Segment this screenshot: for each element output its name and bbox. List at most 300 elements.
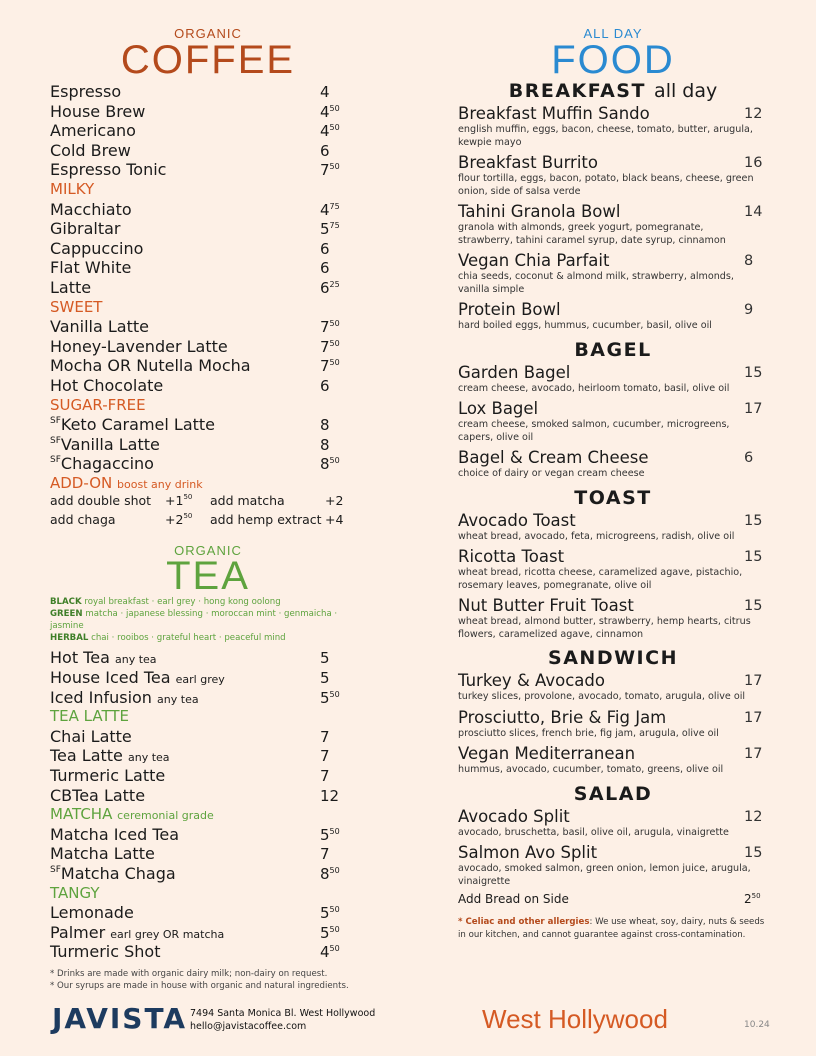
tea-names: royal breakfast · earl grey · hong kong oolong bbox=[84, 597, 281, 608]
menu-item bbox=[50, 923, 350, 943]
price-main: 12 bbox=[320, 786, 340, 805]
food-section-header bbox=[458, 485, 768, 511]
price-main: 7 bbox=[320, 727, 330, 746]
food-item bbox=[458, 843, 768, 888]
food-item-title bbox=[458, 202, 768, 222]
item-price bbox=[320, 220, 350, 238]
item-name bbox=[50, 239, 320, 258]
food-description: chia seeds, coconut & almond milk, strawberry, almonds, vanilla simple bbox=[458, 271, 734, 295]
food-item bbox=[458, 104, 768, 149]
item-price bbox=[320, 787, 350, 805]
food-name: Prosciutto, Brie & Fig Jam bbox=[458, 707, 667, 727]
item-price bbox=[320, 416, 350, 434]
menu-item bbox=[50, 121, 350, 141]
addon-price bbox=[165, 512, 210, 527]
item-price bbox=[320, 201, 350, 219]
price-main: 7 bbox=[320, 161, 330, 180]
food-item-title bbox=[458, 448, 768, 468]
category-note: boost any drink bbox=[117, 477, 203, 491]
category-label bbox=[50, 180, 350, 200]
category-note: ceremonial grade bbox=[117, 809, 214, 823]
tea-type: HERBAL bbox=[50, 633, 89, 644]
food-item bbox=[458, 671, 768, 704]
food-item-title bbox=[458, 843, 768, 863]
category-name: TEA LATTE bbox=[50, 707, 130, 726]
item-label: Vanilla Latte bbox=[60, 434, 160, 454]
item-label: Cold Brew bbox=[50, 140, 131, 160]
item-name bbox=[50, 864, 320, 883]
food-item bbox=[458, 547, 768, 592]
price-main: 4 bbox=[320, 200, 330, 219]
food-description: avocado, smoked salmon, green onion, lemon juice, arugula, vinaigrette bbox=[458, 863, 751, 887]
food-item bbox=[458, 511, 768, 544]
item-label: Americano bbox=[50, 121, 136, 141]
food-name: Tahini Granola Bowl bbox=[458, 202, 621, 221]
addon-price bbox=[165, 493, 210, 508]
price-cents: 50 bbox=[329, 905, 340, 915]
price-main: 7 bbox=[320, 747, 330, 766]
category-label bbox=[50, 884, 350, 904]
food-section-header bbox=[458, 645, 768, 671]
price-cents: 50 bbox=[329, 103, 340, 113]
item-price bbox=[320, 728, 350, 746]
item-price bbox=[320, 747, 350, 765]
food-description: choice of dairy or vegan cream cheese bbox=[458, 468, 645, 479]
bread-label: Add Bread on Side bbox=[458, 892, 569, 906]
item-label: Chagaccino bbox=[60, 454, 154, 474]
price-cents: 50 bbox=[183, 512, 193, 521]
price-main: 8 bbox=[320, 865, 330, 883]
item-name bbox=[50, 102, 320, 121]
food-price: 15 bbox=[744, 598, 763, 614]
food-section-header bbox=[458, 781, 768, 807]
menu-item bbox=[50, 141, 350, 161]
menu-item bbox=[50, 337, 350, 357]
sugar-free-mark: SF bbox=[50, 865, 61, 875]
item-price bbox=[320, 689, 350, 707]
item-label: Hot Tea bbox=[50, 648, 110, 668]
food-price: 17 bbox=[744, 709, 763, 726]
category-label bbox=[50, 474, 350, 494]
food-item-title bbox=[458, 104, 768, 124]
section-name: BREAKFAST bbox=[508, 80, 646, 102]
food-item-title bbox=[458, 708, 768, 728]
price-cents: 50 bbox=[329, 866, 340, 875]
price-main: 4 bbox=[320, 102, 330, 121]
food-name: Avocado Split bbox=[458, 806, 570, 826]
price-main: 6 bbox=[320, 141, 330, 160]
price-cents: 50 bbox=[329, 689, 340, 699]
addon-price bbox=[325, 512, 355, 527]
category-name: MATCHA bbox=[50, 805, 113, 824]
category-label bbox=[50, 707, 350, 727]
city-name: West Hollywood bbox=[482, 1004, 668, 1034]
item-price bbox=[320, 318, 350, 336]
item-price bbox=[320, 649, 350, 667]
menu-item bbox=[50, 82, 350, 102]
item-label: Turmeric Latte bbox=[50, 766, 166, 786]
price-cents: 25 bbox=[329, 279, 340, 289]
menu-item bbox=[50, 688, 350, 708]
tea-names: chai · rooibos · grateful heart · peaceful mind bbox=[91, 633, 286, 644]
item-label: Palmer bbox=[50, 922, 106, 942]
food-description: english muffin, eggs, bacon, cheese, tomato, butter, arugula, kewpie mayo bbox=[458, 124, 753, 148]
section-name: BAGEL bbox=[574, 338, 652, 361]
price-cents: 50 bbox=[329, 826, 340, 836]
item-price bbox=[320, 924, 350, 942]
food-item-title bbox=[458, 251, 768, 271]
food-item-title bbox=[458, 547, 768, 567]
price-cents: 50 bbox=[329, 456, 340, 466]
food-kicker: ALL DAY bbox=[583, 26, 643, 41]
item-label: Espresso bbox=[50, 82, 122, 101]
category-name: SUGAR-FREE bbox=[50, 395, 146, 414]
sugar-free-mark: SF bbox=[50, 455, 61, 466]
food-item-title bbox=[458, 744, 768, 764]
price-cents: 50 bbox=[329, 944, 340, 954]
item-price bbox=[320, 161, 350, 179]
price-main: 7 bbox=[320, 767, 330, 786]
item-label: Espresso Tonic bbox=[50, 160, 167, 180]
sugar-free-mark: SF bbox=[50, 416, 61, 427]
food-description: turkey slices, provolone, avocado, tomato, arugula, olive oil bbox=[458, 691, 746, 702]
menu-item bbox=[50, 219, 350, 239]
addon-name: add hemp extract bbox=[210, 512, 322, 528]
item-price bbox=[320, 865, 350, 883]
food-item bbox=[458, 399, 768, 444]
food-section-header bbox=[458, 337, 768, 363]
food-item-title bbox=[458, 511, 768, 531]
item-label: Tea Latte bbox=[50, 746, 123, 766]
item-name bbox=[50, 121, 320, 140]
item-label: Cappuccino bbox=[50, 238, 144, 258]
food-item-title bbox=[458, 363, 768, 383]
food-description: hummus, avocado, cucumber, tomato, greens, olive oil bbox=[458, 764, 724, 775]
item-label: Latte bbox=[50, 277, 92, 297]
addon-grid bbox=[50, 493, 350, 531]
food-item bbox=[458, 596, 768, 641]
item-label: Lemonade bbox=[50, 903, 134, 923]
tea-variety-line bbox=[50, 596, 350, 608]
note-line: * Drinks are made with organic dairy milk; non-dairy on request. bbox=[50, 968, 328, 979]
food-description: hard boiled eggs, hummus, cucumber, basil, olive oil bbox=[458, 320, 712, 331]
item-price bbox=[320, 377, 350, 395]
menu-item bbox=[50, 844, 350, 864]
item-label: Keto Caramel Latte bbox=[60, 415, 216, 435]
food-item-title bbox=[458, 671, 768, 691]
food-description: wheat bread, avocado, feta, microgreens, radish, olive oil bbox=[458, 530, 735, 542]
item-label: Matcha Iced Tea bbox=[50, 824, 180, 844]
food-price: 6 bbox=[744, 450, 754, 466]
food-price: 15 bbox=[744, 512, 763, 529]
menu-item bbox=[50, 903, 350, 923]
food-name: Garden Bagel bbox=[458, 362, 571, 382]
tea-title: TEA bbox=[166, 554, 250, 599]
item-label: Mocha OR Nutella Mocha bbox=[50, 356, 251, 376]
item-label: Gibraltar bbox=[50, 219, 121, 239]
food-name: Breakfast Burrito bbox=[458, 153, 598, 172]
food-price: 15 bbox=[744, 845, 763, 861]
menu-item bbox=[50, 864, 350, 884]
food-price: 17 bbox=[744, 401, 763, 417]
note-line: * Our syrups are made in house with organic and natural ingredients. bbox=[50, 981, 349, 992]
item-name bbox=[50, 356, 320, 375]
item-price bbox=[320, 83, 350, 101]
food-name: Bagel & Cream Cheese bbox=[458, 448, 649, 467]
item-price bbox=[320, 943, 350, 961]
item-price bbox=[320, 279, 350, 297]
item-name bbox=[50, 219, 320, 238]
item-label: Honey-Lavender Latte bbox=[50, 336, 228, 356]
food-price: 14 bbox=[744, 204, 763, 220]
price-main: 5 bbox=[320, 825, 330, 844]
price-cents: 50 bbox=[329, 924, 340, 934]
food-description: prosciutto slices, french brie, fig jam, arugula, olive oil bbox=[458, 727, 719, 739]
food-list bbox=[458, 78, 768, 941]
food-item bbox=[458, 807, 768, 840]
item-note: any tea bbox=[157, 692, 199, 706]
item-name bbox=[50, 688, 320, 707]
price-main: 8 bbox=[320, 416, 330, 435]
item-label: CBTea Latte bbox=[50, 785, 146, 805]
menu-item bbox=[50, 278, 350, 298]
price-main: 7 bbox=[320, 845, 330, 864]
addon-name: add chaga bbox=[50, 512, 116, 528]
food-item-title bbox=[458, 596, 768, 616]
food-name: Lox Bagel bbox=[458, 399, 539, 418]
item-price bbox=[320, 122, 350, 140]
menu-item bbox=[50, 766, 350, 786]
item-note: earl grey bbox=[175, 673, 225, 687]
bread-price bbox=[744, 892, 768, 906]
food-price: 16 bbox=[744, 155, 763, 171]
item-name bbox=[50, 923, 320, 942]
item-label: Vanilla Latte bbox=[50, 317, 149, 337]
tea-type: BLACK bbox=[50, 597, 82, 608]
item-name bbox=[50, 317, 320, 336]
food-item-title bbox=[458, 399, 768, 419]
section-name: SANDWICH bbox=[548, 647, 678, 669]
item-price bbox=[320, 826, 350, 844]
item-name bbox=[50, 766, 320, 785]
food-price: 15 bbox=[744, 364, 763, 381]
price-main: 7 bbox=[320, 318, 330, 337]
menu-item bbox=[50, 317, 350, 337]
price-cents: 75 bbox=[329, 201, 340, 211]
item-name bbox=[50, 200, 320, 219]
food-name: Ricotta Toast bbox=[458, 547, 565, 566]
menu-item bbox=[50, 376, 350, 396]
price-main: 4 bbox=[320, 943, 330, 962]
price-main: 5 bbox=[320, 649, 330, 668]
menu-item bbox=[50, 435, 350, 455]
item-price bbox=[320, 767, 350, 785]
food-description: flour tortilla, eggs, bacon, potato, black beans, cheese, green onion, side of salsa verde bbox=[458, 173, 754, 197]
item-price bbox=[320, 669, 350, 687]
price-main: 8 bbox=[320, 435, 330, 454]
item-note: any tea bbox=[128, 751, 170, 765]
item-name bbox=[50, 786, 320, 805]
food-name: Salmon Avo Split bbox=[458, 843, 598, 862]
food-item-title bbox=[458, 153, 768, 173]
item-note: earl grey OR matcha bbox=[110, 927, 225, 941]
price-cents: 75 bbox=[329, 221, 340, 231]
item-price bbox=[320, 357, 350, 375]
price-cents: 50 bbox=[329, 162, 340, 172]
price-main: +4 bbox=[325, 512, 344, 528]
price-cents: 50 bbox=[329, 123, 340, 133]
section-name: TOAST bbox=[574, 486, 652, 509]
item-label: Matcha Latte bbox=[50, 844, 155, 864]
item-label: Turmeric Shot bbox=[50, 942, 161, 962]
menu-item bbox=[50, 356, 350, 376]
food-price: 12 bbox=[744, 808, 763, 825]
category-label bbox=[50, 805, 350, 825]
item-price bbox=[320, 436, 350, 454]
category-label bbox=[50, 396, 350, 416]
tea-kicker: ORGANIC bbox=[174, 543, 242, 559]
addon-name: add double shot bbox=[50, 493, 152, 509]
tea-variety-line bbox=[50, 632, 350, 644]
item-name bbox=[50, 727, 320, 746]
price-main: 5 bbox=[320, 688, 330, 707]
item-price bbox=[320, 103, 350, 121]
allergy-text: : We use wheat, soy, dairy, nuts & seeds in our kitchen, and cannot guarantee against cross-contamination. bbox=[458, 917, 765, 940]
food-item-title bbox=[458, 300, 768, 320]
item-price bbox=[320, 259, 350, 277]
javista-logo: JAVISTA bbox=[52, 1002, 188, 1035]
item-name bbox=[50, 376, 320, 395]
tea-varieties bbox=[50, 596, 350, 644]
address-line: 7494 Santa Monica Bl. West Hollywood bbox=[190, 1008, 376, 1019]
food-item bbox=[458, 202, 768, 247]
item-name bbox=[50, 82, 320, 101]
food-price: 17 bbox=[744, 673, 763, 689]
tea-variety-line bbox=[50, 608, 350, 632]
food-item bbox=[458, 153, 768, 198]
section-name: SALAD bbox=[573, 782, 653, 805]
food-description: avocado, bruschetta, basil, olive oil, arugula, vinaigrette bbox=[458, 826, 729, 838]
menu-item bbox=[50, 102, 350, 122]
item-price bbox=[320, 455, 350, 473]
food-name: Nut Butter Fruit Toast bbox=[458, 596, 634, 615]
tea-type: GREEN bbox=[50, 609, 83, 620]
item-label: Flat White bbox=[50, 258, 132, 278]
price-main: 6 bbox=[320, 376, 330, 395]
price-main: 5 bbox=[320, 220, 330, 239]
coffee-title: COFFEE bbox=[120, 38, 296, 82]
food-price: 12 bbox=[744, 106, 763, 122]
price-main: 6 bbox=[320, 239, 330, 258]
menu-item bbox=[50, 825, 350, 845]
category-name: TANGY bbox=[50, 883, 100, 902]
item-label: Iced Infusion bbox=[50, 687, 152, 707]
price-main: 5 bbox=[320, 669, 330, 688]
category-label bbox=[50, 298, 350, 318]
food-name: Avocado Toast bbox=[458, 510, 576, 530]
price-cents: 50 bbox=[183, 493, 193, 502]
email-line[interactable]: hello@javistacoffee.com bbox=[190, 1021, 307, 1032]
add-bread-row bbox=[458, 892, 768, 910]
item-name bbox=[50, 160, 320, 179]
food-name: Vegan Chia Parfait bbox=[458, 251, 610, 270]
price-cents: 50 bbox=[329, 338, 340, 348]
category-name: SWEET bbox=[50, 297, 103, 316]
item-label: House Iced Tea bbox=[50, 668, 171, 688]
food-description: wheat bread, ricotta cheese, caramelized agave, pistachio, rosemary leaves, pomegranate, olive oil bbox=[458, 567, 743, 591]
addon-price bbox=[325, 493, 355, 508]
food-price: 15 bbox=[744, 549, 763, 565]
item-label: House Brew bbox=[50, 101, 146, 121]
menu-item bbox=[50, 668, 350, 688]
food-item bbox=[458, 363, 768, 396]
item-name bbox=[50, 141, 320, 160]
menu-item bbox=[50, 786, 350, 806]
food-section-header bbox=[458, 78, 768, 104]
item-name bbox=[50, 903, 320, 922]
item-label: Hot Chocolate bbox=[50, 375, 164, 395]
food-item bbox=[458, 448, 768, 481]
menu-item bbox=[50, 415, 350, 435]
item-name bbox=[50, 435, 320, 454]
item-price bbox=[320, 845, 350, 863]
menu-item bbox=[50, 746, 350, 766]
food-description: cream cheese, smoked salmon, cucumber, microgreens, capers, olive oil bbox=[458, 419, 730, 443]
item-name bbox=[50, 942, 320, 961]
drink-notes bbox=[50, 968, 350, 993]
item-price bbox=[320, 240, 350, 258]
food-title: FOOD bbox=[551, 38, 675, 82]
coffee-kicker: ORGANIC bbox=[174, 26, 242, 41]
item-name bbox=[50, 415, 320, 434]
menu-item bbox=[50, 258, 350, 278]
category-name: MILKY bbox=[50, 179, 95, 198]
menu-item bbox=[50, 200, 350, 220]
item-price bbox=[320, 142, 350, 160]
price-main: 4 bbox=[320, 122, 330, 141]
item-name bbox=[50, 668, 320, 687]
food-item-title bbox=[458, 807, 768, 827]
item-name bbox=[50, 278, 320, 297]
price-main: 5 bbox=[320, 904, 330, 923]
food-item bbox=[458, 251, 768, 296]
food-item bbox=[458, 708, 768, 741]
tea-names: matcha · japanese blessing · moroccan mint · genmaicha · jasmine bbox=[50, 609, 338, 632]
price-main: 8 bbox=[320, 455, 330, 474]
item-name bbox=[50, 844, 320, 863]
item-name bbox=[50, 258, 320, 277]
addon-name: add matcha bbox=[210, 493, 285, 509]
food-description: cream cheese, avocado, heirloom tomato, basil, olive oil bbox=[458, 382, 730, 394]
menu-item bbox=[50, 239, 350, 259]
price-main: +1 bbox=[165, 493, 184, 509]
menu-item bbox=[50, 942, 350, 962]
menu-item bbox=[50, 648, 350, 668]
menu-item bbox=[50, 727, 350, 747]
item-name bbox=[50, 746, 320, 765]
food-name: Protein Bowl bbox=[458, 300, 561, 319]
food-price: 9 bbox=[744, 302, 754, 318]
food-name: Vegan Mediterranean bbox=[458, 744, 636, 763]
version-label: 10.24 bbox=[744, 1020, 770, 1030]
price-main: 2 bbox=[744, 892, 752, 906]
item-price bbox=[320, 338, 350, 356]
section-note: all day bbox=[654, 80, 718, 102]
category-name: ADD-ON bbox=[50, 473, 113, 492]
food-item bbox=[458, 300, 768, 333]
food-name: Turkey & Avocado bbox=[458, 671, 605, 690]
footer-address bbox=[190, 1007, 375, 1033]
